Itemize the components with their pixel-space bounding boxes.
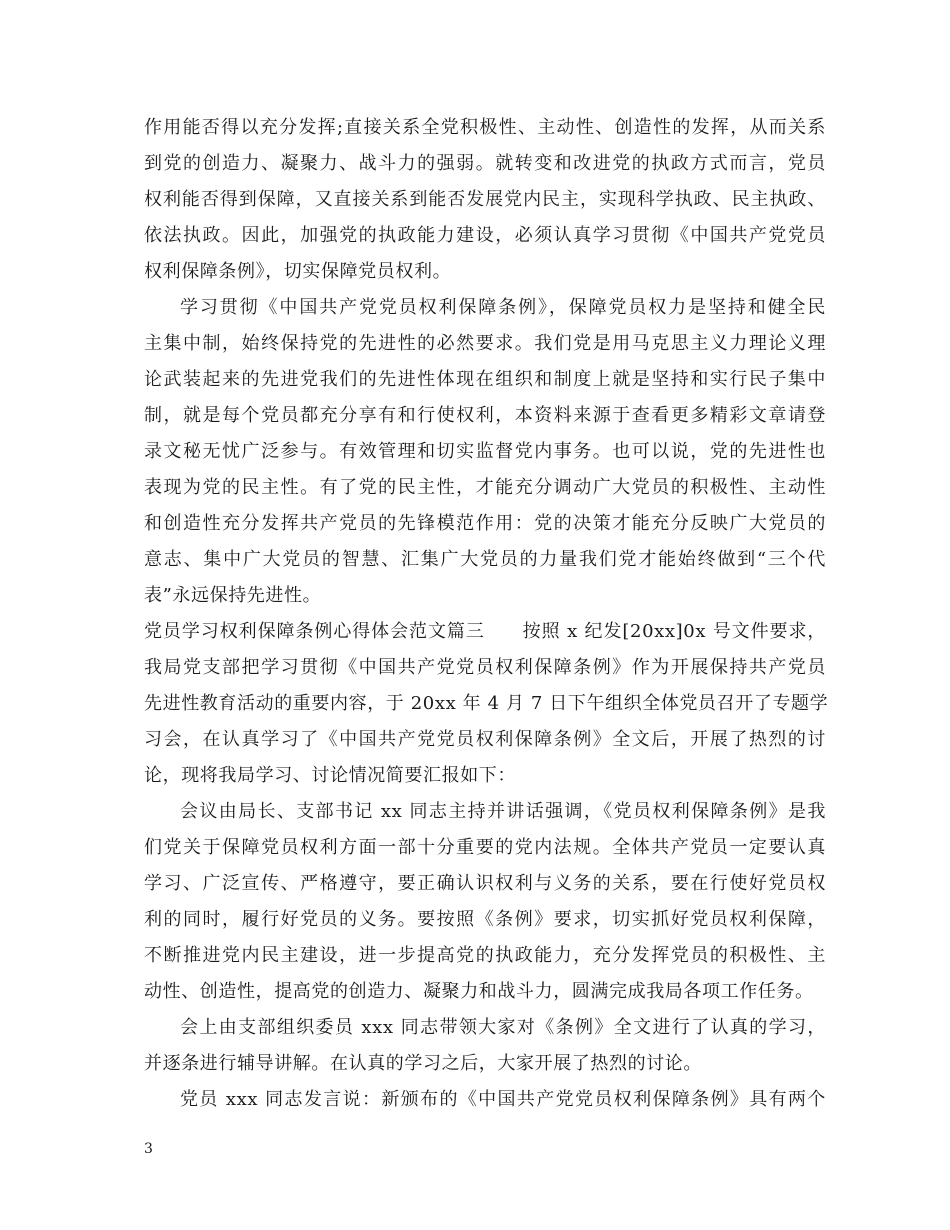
- paragraph-line: 学习贯彻《中国共产党党员权利保障条例》，保障党员权力是坚持和健全民: [180, 297, 826, 318]
- paragraph-line: 权利保障条例》，切实保障党员权利。: [144, 261, 452, 282]
- paragraph-line: 主集中制，始终保持党的先进性的必然要求。我们党是用马克思主义力理论义理: [144, 333, 826, 354]
- paragraph-line: 我局党支部把学习贯彻《中国共产党党员权利保障条例》作为开展保持共产党员: [144, 657, 826, 678]
- paragraph-line: 表”永远保持先进性。: [144, 585, 322, 606]
- paragraph-line: 录文秘无忧广泛参与。有效管理和切实监督党内事务。也可以说，党的先进性也: [144, 441, 826, 462]
- paragraph-line: 依法执政。因此，加强党的执政能力建设，必须认真学习贯彻《中国共产党党员: [144, 225, 826, 246]
- paragraph-line: 意志、集中广大党员的智慧、汇集广大党员的力量我们党才能始终做到“三个代: [144, 549, 826, 570]
- paragraph-line: 党员 xxx 同志发言说：新颁布的《中国共产党党员权利保障条例》具有两个: [180, 1089, 826, 1110]
- paragraph-line: 论，现将我局学习、讨论情况简要汇报如下：: [144, 765, 516, 786]
- paragraph-line: 学习、广泛宣传、严格遵守，要正确认识权利与义务的关系，要在行使好党员权: [144, 873, 826, 894]
- paragraph-line: 和创造性充分发挥共产党员的先锋模范作用：党的决策才能充分反映广大党员的: [144, 513, 826, 534]
- paragraph-line: 会议由局长、支部书记 xx 同志主持并讲话强调，《党员权利保障条例》是我: [180, 801, 826, 822]
- paragraph-line: 作用能否得以充分发挥;直接关系全党积极性、主动性、创造性的发挥，从而关系: [144, 117, 826, 138]
- page-number: 3: [144, 1141, 153, 1157]
- paragraph-line: 权利能否得到保障，又直接关系到能否发展党内民主，实现科学执政、民主执政、: [144, 189, 826, 210]
- paragraph-line: 习会，在认真学习了《中国共产党党员权利保障条例》全文后，开展了热烈的讨: [144, 729, 826, 750]
- paragraph-line: 利的同时，履行好党员的义务。要按照《条例》要求，切实抓好党员权利保障，: [144, 909, 826, 930]
- paragraph-line: 制，就是每个党员都充分享有和行使权利，本资料来源于查看更多精彩文章请登: [144, 405, 826, 426]
- paragraph-line: 们党关于保障党员权利方面一部十分重要的党内法规。全体共产党员一定要认真: [144, 837, 826, 858]
- paragraph-line: 动性、创造性，提高党的创造力、凝聚力和战斗力，圆满完成我局各项工作任务。: [144, 981, 814, 1002]
- paragraph-line: 会上由支部组织委员 xxx 同志带领大家对《条例》全文进行了认真的学习，: [180, 1017, 826, 1038]
- paragraph-line: 论武装起来的先进党我们的先进性体现在组织和制度上就是坚持和实行民子集中: [144, 369, 826, 390]
- paragraph-line: 不断推进党内民主建设，进一步提高党的执政能力，充分发挥党员的积极性、主: [144, 945, 826, 966]
- paragraph-line: 到党的创造力、凝聚力、战斗力的强弱。就转变和改进党的执政方式而言，党员: [144, 153, 826, 174]
- section-heading-line: 党员学习权利保障条例心得体会范文篇三 按照 x 纪发[20xx]0x 号文件要求，: [144, 621, 826, 642]
- paragraph-line: 先进性教育活动的重要内容，于 20xx 年 4 月 7 日下午组织全体党员召开了专题学: [144, 693, 829, 714]
- paragraph-line: 表现为党的民主性。有了党的民主性，才能充分调动广大党员的积极性、主动性: [144, 477, 826, 498]
- paragraph-line: 并逐条进行辅导讲解。在认真的学习之后，大家开展了热烈的讨论。: [144, 1053, 702, 1074]
